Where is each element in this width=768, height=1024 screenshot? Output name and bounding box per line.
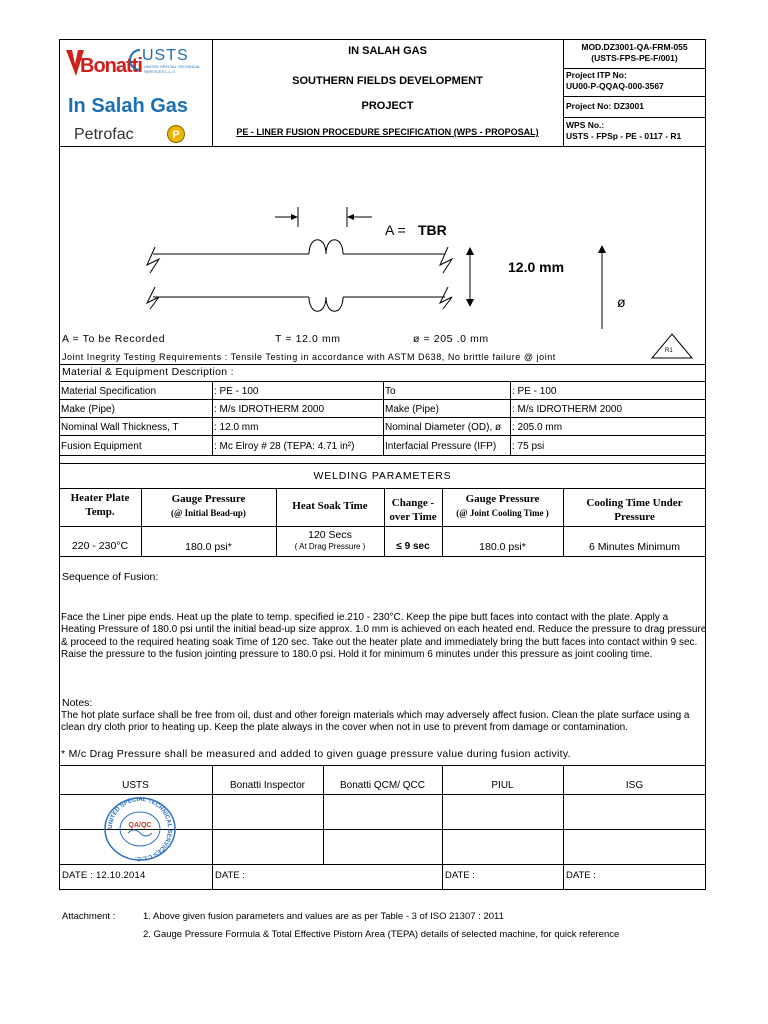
col-gauge-cooling: Gauge Pressure [465,493,540,505]
material-value: : 12.0 mm [214,422,259,433]
divider [59,794,706,795]
notes-line: The hot plate surface shall be free from oil, dust and other foreign materials which may adversely affect fusion. Clean the plate surface using a [61,710,690,721]
sign-col-usts: USTS [122,780,149,791]
pipe-joint-diagram [60,147,705,332]
legend-od: ø = 205 .0 mm [413,333,489,345]
date-usts: DATE : 12.10.2014 [62,870,146,881]
joint-integrity-requirement: Joint Inegrity Testing Requirements : Tensile Testing in accordance with ASTM D638, No brittle failure @ joint [62,352,556,362]
date-bonatti: DATE : [215,870,245,881]
usts-logo: USTS [142,47,189,64]
sign-col-isg: ISG [625,780,644,791]
legend-a: A = To be Recorded [62,333,166,345]
divider [563,117,706,118]
header-title-2: SOUTHERN FIELDS DEVELOPMENT [292,75,483,87]
sign-col-bonatti-inspector: Bonatti Inspector [229,780,306,791]
col-gauge-cooling-2: (@ Joint Cooling Time ) [456,508,549,518]
sequence-line: Raise the pressure to the fusion jointing pressure to 180.0 psi. Hold it for minimum 6 minutes under this pressure as joint cooling time. [61,648,653,660]
divider [59,765,706,766]
divider [59,864,706,865]
project-no: Project No: DZ3001 [566,101,644,111]
divider [59,488,706,489]
wps-label: WPS No.: [566,120,605,130]
material-value: : PE - 100 [214,386,259,397]
col-heat-soak: Heat Soak Time [292,500,368,512]
sequence-text [61,612,706,661]
material-label: Fusion Equipment [61,441,142,452]
divider [59,463,706,464]
col-changeover: Change - [391,497,435,509]
insalah-logo: In Salah Gas [68,95,189,117]
legend-t: T = 12.0 mm [275,333,341,345]
welding-parameters-title: WELDING PARAMETERS [313,470,452,482]
date-piul: DATE : [445,870,475,881]
material-label: To [385,386,396,397]
date-isg: DATE : [566,870,596,881]
notes-title: Notes: [62,697,93,709]
svg-text:P: P [172,129,180,141]
material-value: : M/s IDROTHERM 2000 [214,404,325,415]
logo-block [62,42,210,144]
col-heater-temp: Heater Plate [70,492,130,504]
col-heater-temp-2: Temp. [85,506,115,518]
col-gauge-bead: Gauge Pressure [171,493,246,505]
notes-line: clean dry cloth prior to heating up. Keep the plate always in the cover when not in use to prevent from damage or contamination. [61,722,628,734]
val-cooling-time: 6 Minutes Minimum [588,541,681,553]
sign-col-piul: PIUL [491,780,514,791]
material-value: : 205.0 mm [512,422,563,433]
col-cooling-time: Cooling Time Under [586,497,683,509]
petrofac-logo: Petrofac [74,126,134,143]
material-value: : M/s IDROTHERM 2000 [512,404,623,415]
val-gauge-cooling: 180.0 psi* [479,541,526,553]
divider [510,381,511,455]
attachment-label: Attachment : [62,911,116,922]
val-heat-soak: 120 Secs [308,529,352,541]
svg-text:QA/QC: QA/QC [128,822,152,829]
thickness-label: 12.0 mm [508,259,565,275]
divider [59,364,706,365]
material-value: : Mc Elroy # 28 (TEPA: 4.71 in²) [214,441,355,452]
sequence-line: Heating Pressure of 180.0 psi until the initial bead-up size approx. 1.0 mm is achieved on each heated end. Reduce the pressure to drag pressure [61,624,707,636]
petrofac-emblem-icon [166,124,186,144]
dimension-a-label: A = [385,222,406,238]
material-label: Make (Pipe) [61,404,115,415]
revision-triangle-icon [650,332,694,360]
attachment-item-1: 1. Above given fusion parameters and values are as per Table - 3 of ISO 21307 : 2011 [143,911,504,922]
doc-ref-1: MOD.DZ3001-QA-FRM-055 [581,42,688,52]
svg-text:Bonatti: Bonatti [80,55,142,77]
material-label: Material Specification [61,386,157,397]
sequence-line: Face the Liner pipe ends. Heat up the plate to temp. specified ie.210 - 230°C. Keep the pipe butt faces into contact with the plate. Apply a [61,612,669,623]
divider [212,381,213,455]
usts-logo-subtitle: UNITED SPECIAL TECHNICAL SERVICES L.L.C [144,64,201,74]
itp-label: Project ITP No: [566,70,627,80]
drag-pressure-note: * M/c Drag Pressure shall be measured and added to given guage pressure value during fusion activity. [61,748,571,760]
sequence-line: & proceed to the required heating soak Time of 120 sec. Take out the heater plate and immediately bring the butt faces into contact within 9 sec. [61,636,698,648]
notes-text [61,710,690,735]
val-changeover: ≤ 9 sec [396,541,430,552]
material-label: Make (Pipe) [385,404,439,415]
divider [59,455,706,456]
header-title-1: IN SALAH GAS [348,45,427,57]
col-gauge-bead-2: (@ Initial Bead-up) [171,508,246,518]
header-title-3: PROJECT [361,100,414,112]
od-symbol: ø [617,294,626,310]
val-heat-soak-note: ( At Drag Pressure ) [294,542,366,551]
col-changeover-2: over Time [389,511,437,523]
col-cooling-time-2: Pressure [614,511,655,523]
dimension-a-value: TBR [418,222,447,238]
divider [563,68,706,69]
val-gauge-bead: 180.0 psi* [185,541,232,553]
material-label: Nominal Wall Thickness, T [61,422,179,433]
sequence-title: Sequence of Fusion: [62,571,159,583]
attachment-item-2: 2. Gauge Pressure Formula & Total Effective Pistorn Area (TEPA) details of selected machine, for quick reference [143,929,620,940]
val-heater-temp: 220 - 230°C [71,540,129,552]
divider [59,556,706,557]
material-value: : PE - 100 [512,386,557,397]
doc-ref-2: (USTS-FPS-PE-F/001) [591,53,678,63]
svg-text:UNITED SPECIAL TECHNICAL SERVI: UNITED SPECIAL TECHNICAL SERVICES L.L.C. [107,796,173,862]
materials-section-title: Material & Equipment Description : [62,366,234,378]
divider [383,381,384,455]
material-value: : 75 psi [512,441,545,452]
wps-value: USTS - FPSp - PE - 0117 - R1 [566,131,682,141]
material-label: Nominal Diameter (OD), ø [385,422,502,433]
itp-value: UU00-P-QQAQ-000-3567 [566,81,664,91]
sign-col-bonatti-qcm: Bonatti QCM/ QCC [339,780,426,791]
material-label: Interfacial Pressure (IFP) [385,441,497,452]
header-subtitle: PE - LINER FUSION PROCEDURE SPECIFICATION (WPS - PROPOSAL) [236,127,539,137]
divider [563,96,706,97]
revision-label: R1 [665,348,673,354]
divider [59,526,706,527]
